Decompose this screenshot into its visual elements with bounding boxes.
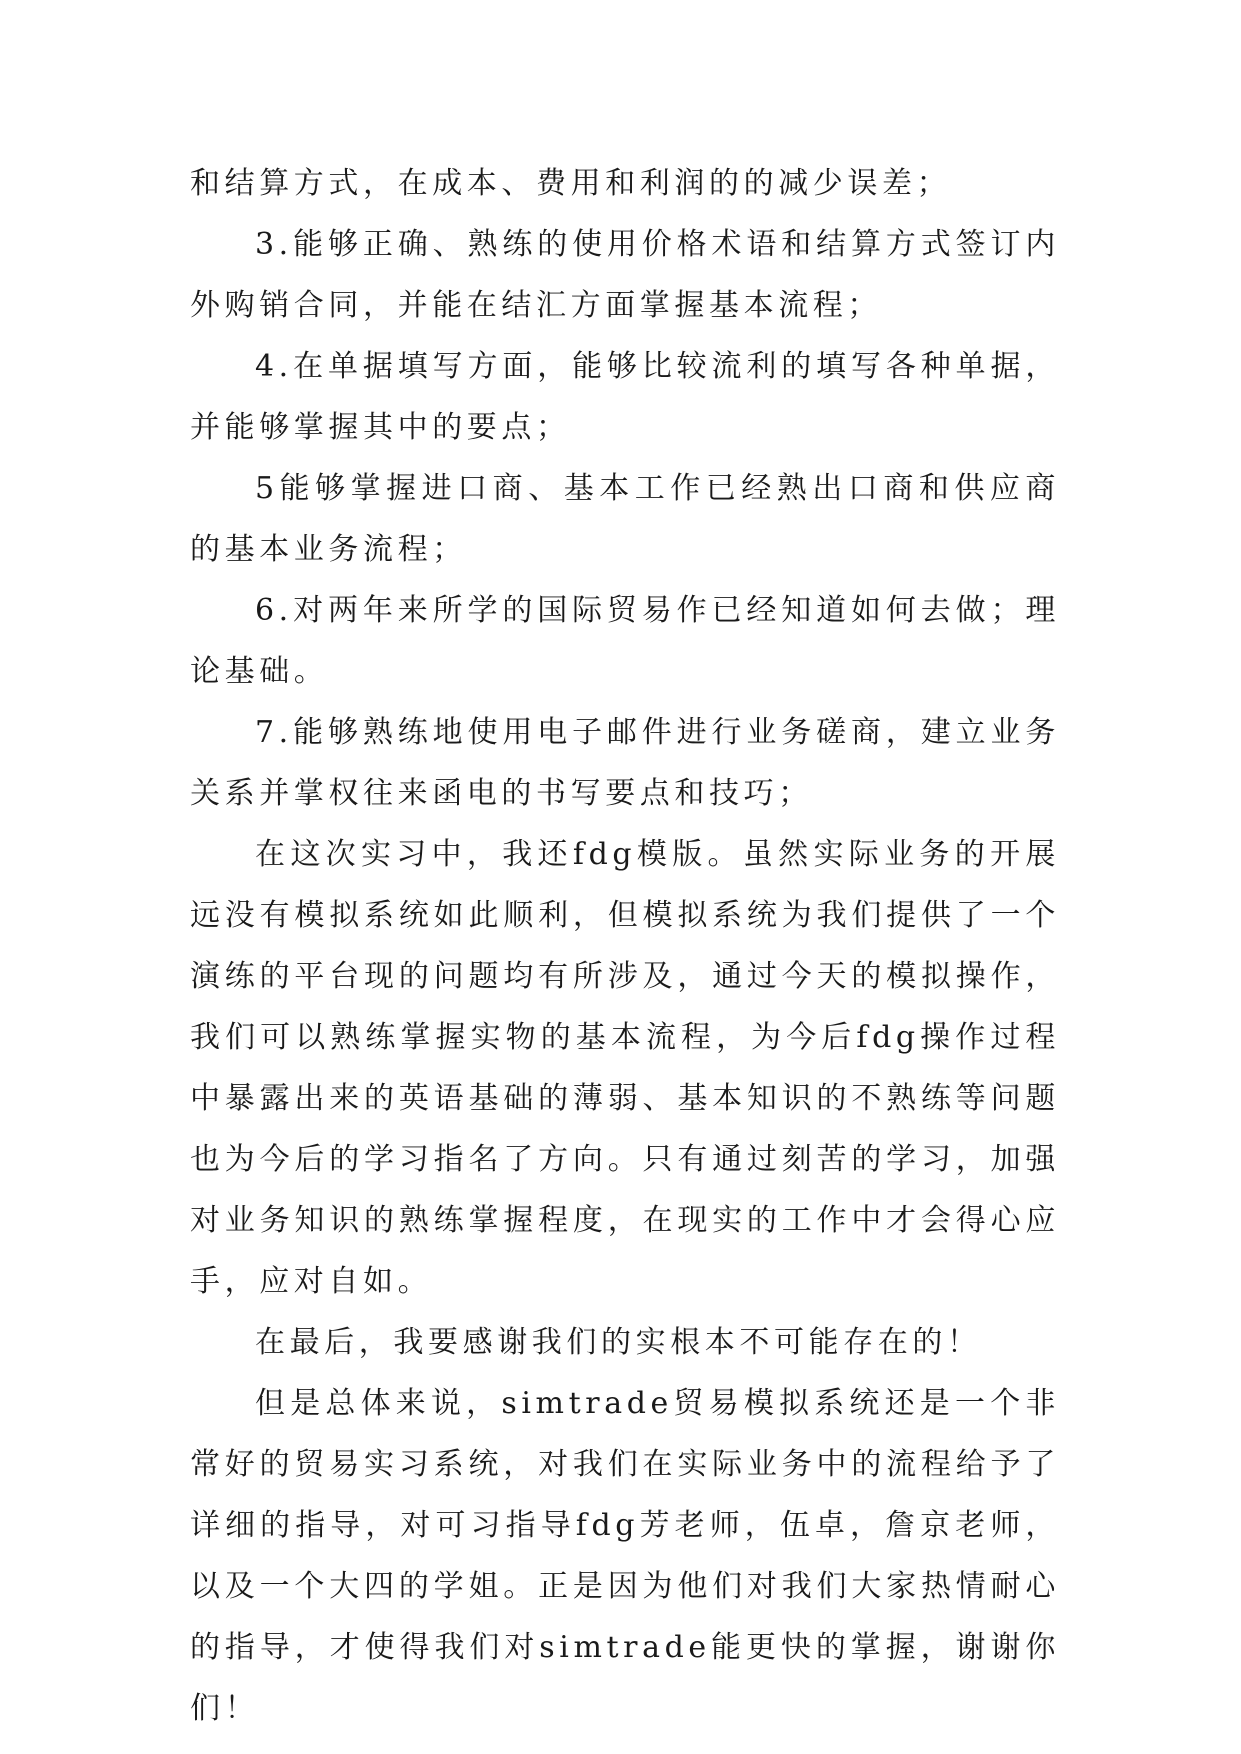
paragraph-item-7: 7.能够熟练地使用电子邮件进行业务磋商，建立业务关系并掌权往来函电的书写要点和技巧；: [190, 715, 1060, 811]
paragraph-summary: 但是总体来说，simtrade贸易模拟系统还是一个非常好的贸易实习系统，对我们在实际业务中的流程给予了详细的指导，对可习指导fdg芳老师，伍卓，詹京老师，以及一个大四的学姐。正是因为他们对我们大家热情耐心的指导，才使得我们对simtrade能更快的掌握，谢谢你们！: [190, 1386, 1060, 1726]
paragraph-item-6: 6.对两年来所学的国际贸易作已经知道如何去做；理论基础。: [190, 593, 1060, 689]
paragraph-item-3: 3.能够正确、熟练的使用价格术语和结算方式签订内外购销合同，并能在结汇方面掌握基本流程；: [190, 227, 1060, 323]
paragraph-item-4: 4.在单据填写方面，能够比较流利的填写各种单据，并能够掌握其中的要点；: [190, 349, 1060, 445]
paragraph-internship: 在这次实习中，我还fdg模版。虽然实际业务的开展远没有模拟系统如此顺利，但模拟系统为我们提供了一个演练的平台现的问题均有所涉及，通过今天的模拟操作，我们可以熟练掌握实物的基本流程，为今后fdg操作过程中暴露出来的英语基础的薄弱、基本知识的不熟练等问题也为今后的学习指名了方向。只有通过刻苦的学习，加强对业务知识的熟练掌握程度，在现实的工作中才会得心应手，应对自如。: [190, 837, 1060, 1299]
paragraph-thanks: 在最后，我要感谢我们的实根本不可能存在的！: [255, 1325, 982, 1360]
paragraph-continuation: 和结算方式，在成本、费用和利润的的减少误差；: [190, 166, 952, 201]
document-body: [190, 153, 1060, 1739]
paragraph-item-5: 5能够掌握进口商、基本工作已经熟出口商和供应商的基本业务流程；: [190, 471, 1060, 567]
